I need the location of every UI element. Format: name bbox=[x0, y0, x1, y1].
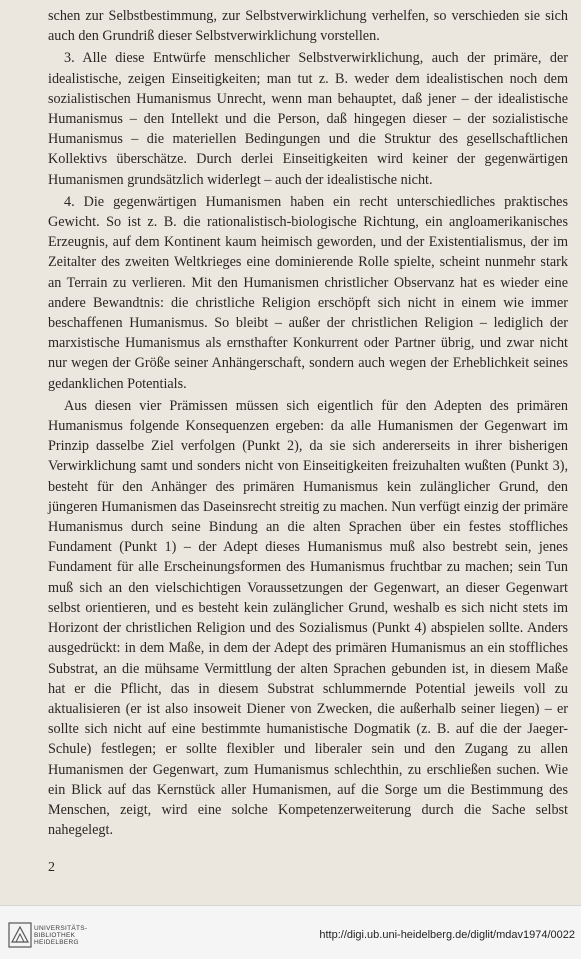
page-number: 2 bbox=[48, 860, 55, 875]
paragraph-4: Aus diesen vier Prämissen müssen sich eigentlich für den Adepten des primären Humanismus folgende Konsequenzen ergeben: da alle Humanismen der Gegenwart im Prinzip dasselbe Ziel verfolgen (Punkt 2), da sie sich andererseits in ihrer bisherigen Verwirklichung samt und sonders nicht von Einseitigkeiten freizuhalten wußten (Punkt 3), besteht für den Anhänger des primären Humanismus kein zulänglicher Grund, den jüngeren Humanismen das Daseinsrecht streitig zu machen. Nun verfügt einzig der primäre Humanismus durch seine Bindung an die alten Sprachen über ein festes stoffliches Fundament (Punkt 1) – der Adept dieses Humanismus muß also bestrebt sein, jenes Fundament für alle Erscheinungsformen des Humanismus fruchtbar zu machen; sein Tun muß sich an den vielschichtigen Voraussetzungen der Gegenwart, an dieser Gegenwart selbst orientieren, und es besteht kein zulänglicher Grund, weshalb es sich nicht stets im Horizont der christlichen Religion und des Sozialismus (Punkt 4) abspielen sollte. Anders ausgedrückt: in dem Maße, in dem der Adept des primären Humanismus an ein stoffliches Substrat, an die mühsame Vermittlung der alten Sprachen gebunden ist, in diesem Maße hat er die Pflicht, das in diesem Substrat schlummernde Potential jeweils voll zu aktualisieren (er ist also insoweit Diener von Zwecken, die außerhalb seiner liegen) – er sollte sich nicht auf eine bestimmte humanistische Dogmatik (z. B. auf die der Jaeger-Schule) festlegen; er sollte flexibler und liberaler sein und den Zugang zu allen Humanismen der Gegenwart, zum Humanismus schlechthin, zu erschließen suchen. Wie ein Blick auf das Kernstück aller Humanismen, auf die Sorge um die Bestimmung des Menschen, zeigt, wird eine solche Kompetenzerweiterung durch die Sache selbst nahegelegt. bbox=[48, 397, 568, 839]
institution-line: BIBLIOTHEK bbox=[34, 932, 76, 939]
institution-line: HEIDELBERG bbox=[34, 939, 79, 946]
source-url-link[interactable]: http://digi.ub.uni-heidelberg.de/diglit/mdav1974/0022 bbox=[319, 929, 575, 941]
institution-line: UNIVERSITÄTS- bbox=[34, 925, 88, 932]
paragraph-2: 3. Alle diese Entwürfe menschlicher Selbstverwirklichung, auch der primäre, der idealistische, zeigen Einseitigkeiten; man tut z. B. weder dem idealistischen noch dem sozialistischen Humanismus Unrecht, wenn man behauptet, daß jener – der idealistische Humanismus – den Intellekt und die Person, daß hingegen dieser – der sozialistische Humanismus – die materiellen Bedingungen und die Struktur des gesellschaftlichen Kollektivs überschätze. Durch derlei Einseitigkeiten wird keiner der gegenwärtigen Humanismen grundsätzlich widerlegt – auch der idealistische nicht. bbox=[48, 50, 568, 188]
paragraph-1: schen zur Selbstbestimmung, zur Selbstverwirklichung verhelfen, so verschieden sie sich auch den Grundriß dieser Selbstverwirklichung vorstellen. bbox=[48, 8, 568, 45]
paragraph-3: 4. Die gegenwärtigen Humanismen haben ein recht unterschiedliches praktisches Gewicht. So ist z. B. die rationalistisch-biologische Richtung, ein angloamerikanisches Erzeugnis, auf dem Kontinent kaum heimisch geworden, und der Existentialismus, der im Zeitalter des zweiten Weltkrieges eine dominierende Rolle spielte, scheint nunmehr stark an Terrain zu verlieren. Mit den Humanismen christlicher Observanz hat es wieder eine andere Bewandtnis: die christliche Religion erschöpft sich nicht in einem wie immer beschaffenen Humanismus. So bleibt – außer der christlichen Religion – lediglich der marxistische Humanismus als ernsthafter Konkurrent oder Partner übrig, und zwar nicht nur wegen der Größe seiner Anhängerschaft, sondern auch wegen der Erheblichkeit seines gedanklichen Potentials. bbox=[48, 193, 568, 392]
footer-bar bbox=[0, 905, 581, 959]
institution-name bbox=[34, 925, 87, 946]
body-text bbox=[48, 6, 568, 840]
university-seal-icon bbox=[8, 922, 32, 948]
